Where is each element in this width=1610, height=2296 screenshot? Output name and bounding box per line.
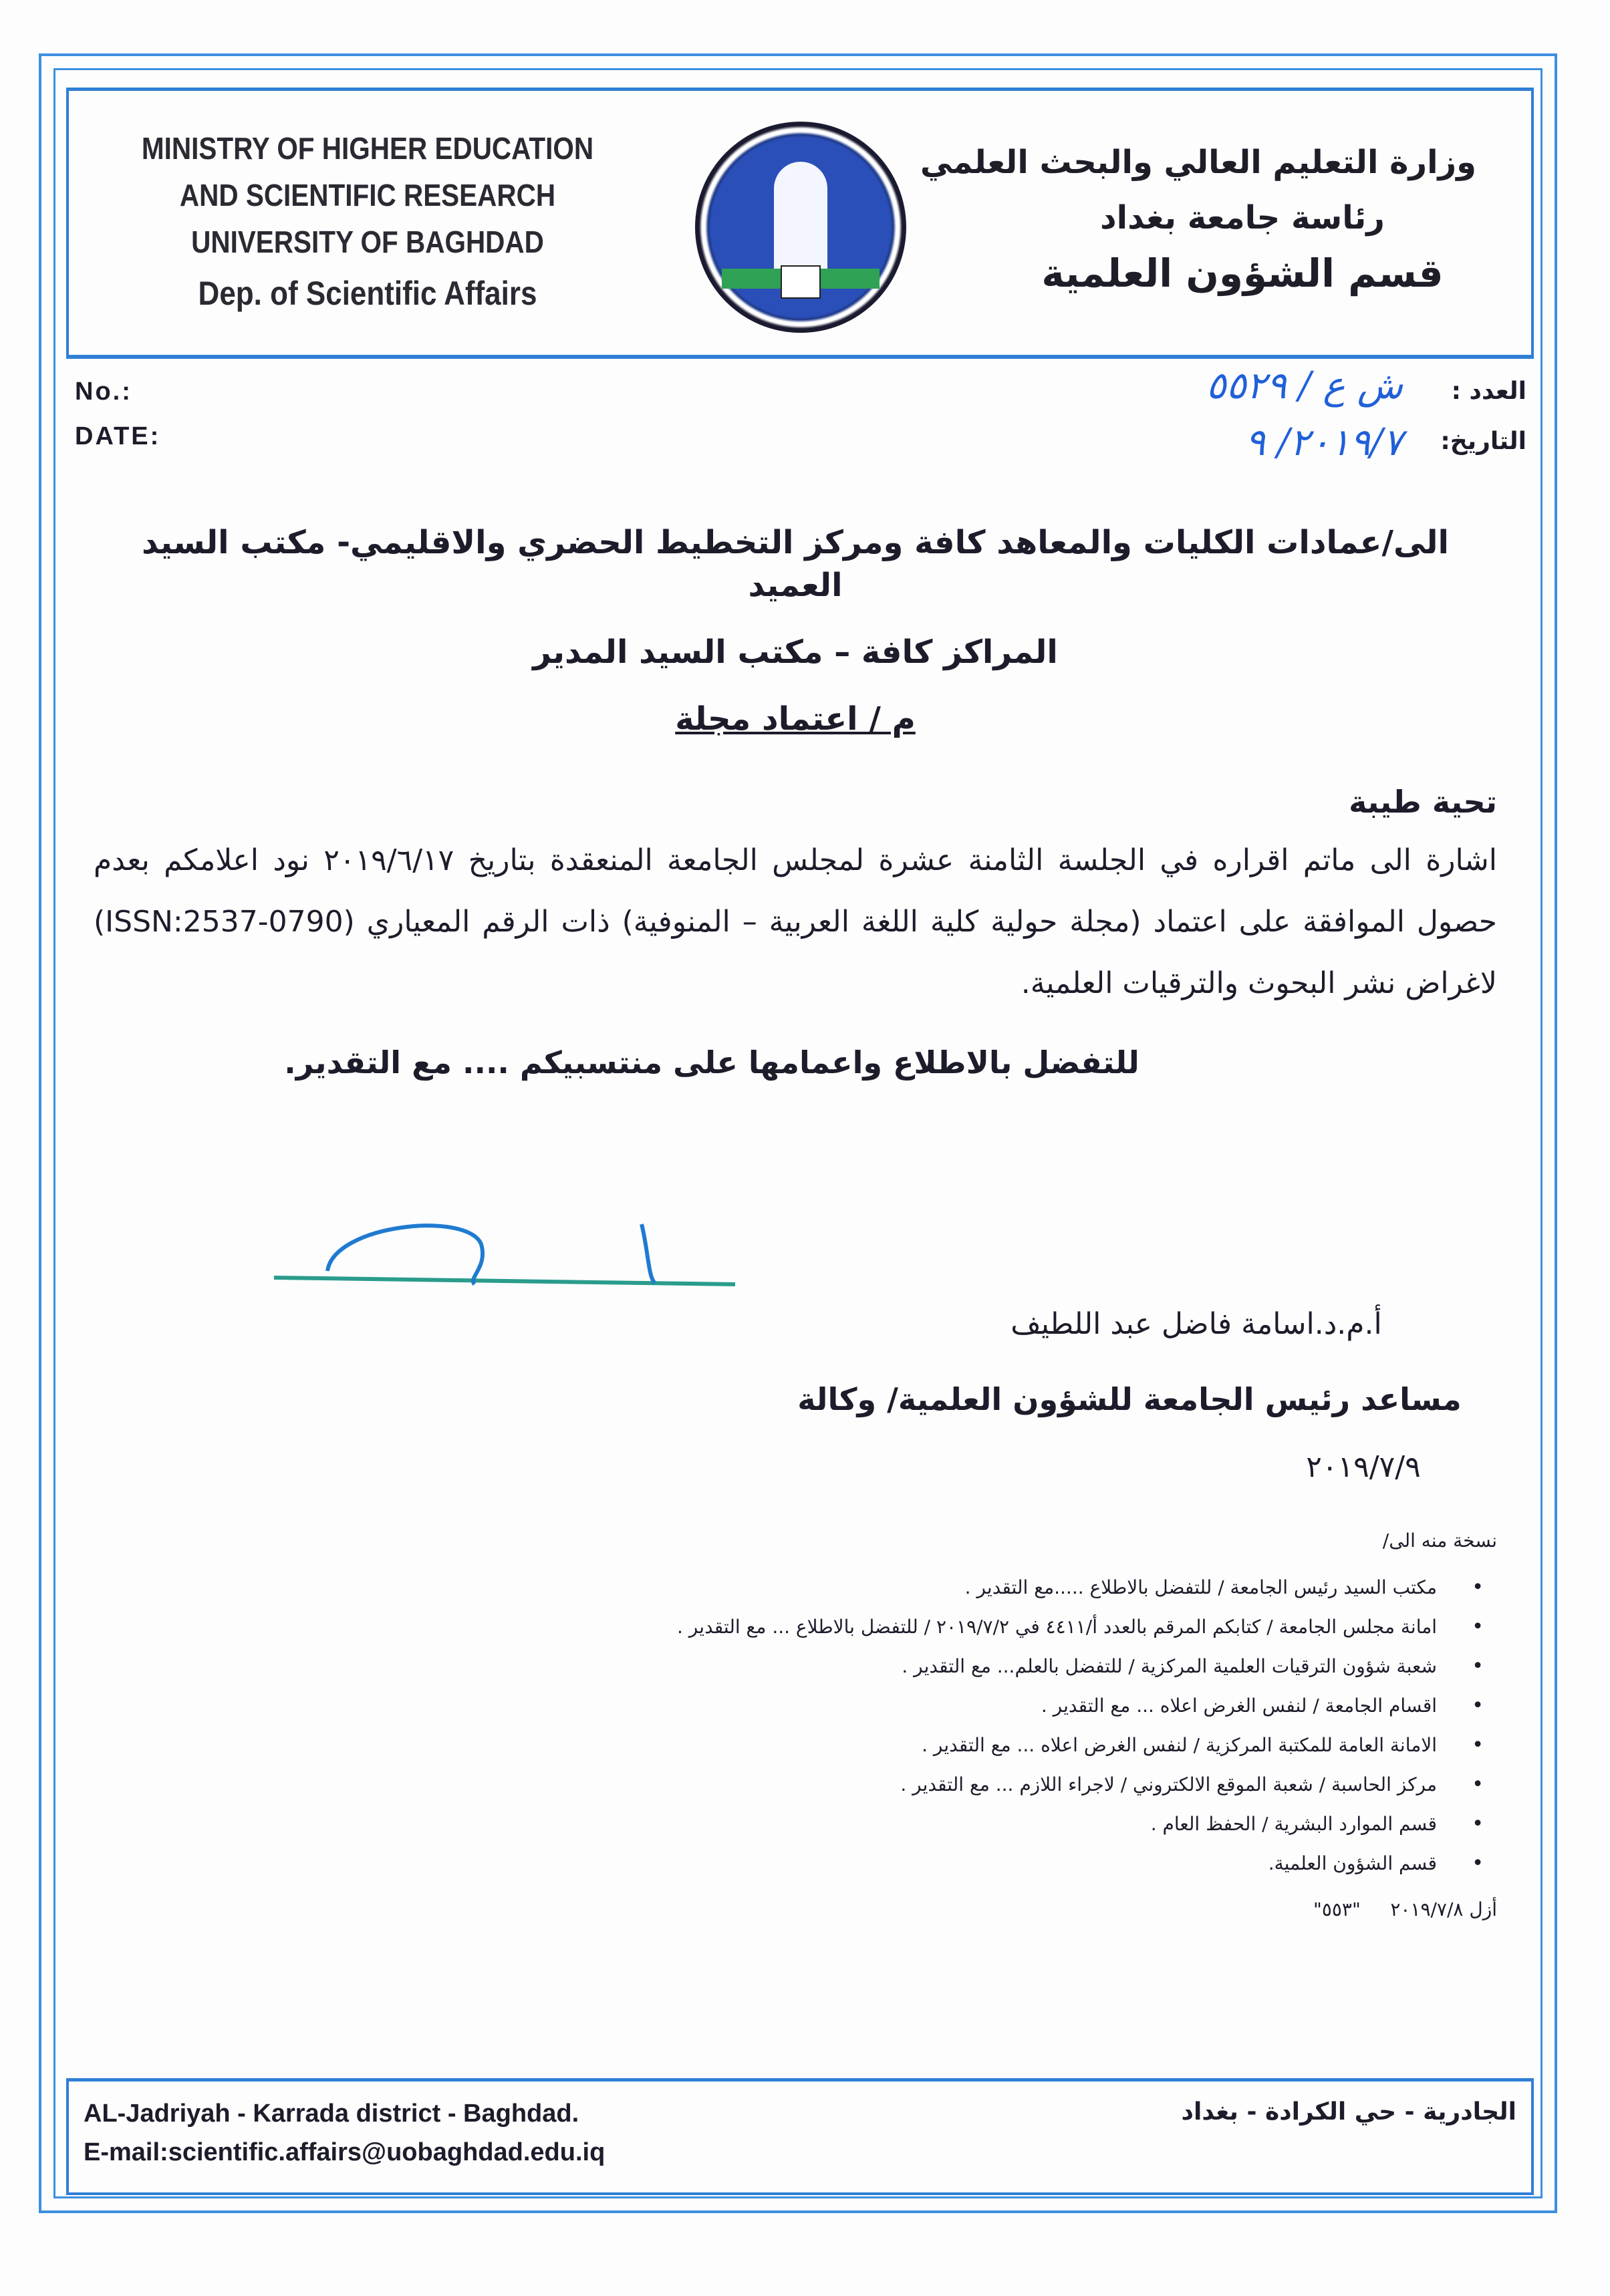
list-item: • قسم الشؤون العلمية. bbox=[94, 1844, 1437, 1883]
reference-number: ش ع / ٥٥٢٩ bbox=[1206, 364, 1403, 408]
list-item: • قسم الموارد البشرية / الحفظ العام . bbox=[94, 1804, 1437, 1844]
department-en: Dep. of Scientific Affairs bbox=[198, 275, 537, 312]
university-ar: رئاسة جامعة بغداد bbox=[1100, 199, 1385, 237]
greeting: تحية طيبة bbox=[1349, 784, 1497, 820]
footer-box bbox=[66, 2078, 1534, 2195]
ministry-en-line1: MINISTRY OF HIGHER EDUCATION bbox=[141, 131, 594, 166]
list-item: • الامانة العامة للمكتبة المركزية / لنفس الغرض اعلاه ... مع التقدير . bbox=[94, 1725, 1437, 1765]
addressee-line1: الى/عمادات الكليات والمعاهد كافة ومركز التخطيط الحضري والاقليمي- مكتب السيد العميد bbox=[141, 524, 1450, 604]
footer-address-en: AL-Jadriyah - Karrada district - Baghdad. bbox=[84, 2100, 579, 2128]
letter-content bbox=[94, 521, 1497, 1923]
department-ar: قسم الشؤون العلمية bbox=[1041, 251, 1444, 296]
list-item: • امانة مجلس الجامعة / كتابكم المرقم بالعدد أ/٤٤١١ في ٢٠١٩/٧/٢ / للتفضل بالاطلاع ... مع التقدير . bbox=[94, 1607, 1437, 1646]
list-item: • اقسام الجامعة / لنفس الغرض اعلاه ... مع التقدير . bbox=[94, 1686, 1437, 1725]
signature-area bbox=[94, 1204, 1497, 1304]
subject: م / اعتماد مجلة bbox=[675, 700, 916, 738]
archive-reference: أزل ٢٠١٩/٧/٨ "٥٥٣" bbox=[1313, 1898, 1497, 1920]
logo-arch bbox=[774, 162, 827, 275]
signature-date: ٢٠١٩/٧/٩ bbox=[1306, 1450, 1421, 1484]
signature-icon bbox=[267, 1204, 749, 1298]
footer-address-ar: الجادرية - حي الكرادة - بغداد bbox=[1181, 2098, 1516, 2126]
date-label-ar: التاريخ: bbox=[1440, 428, 1526, 455]
signatory-name: أ.م.د.اسامة فاضل عبد اللطيف bbox=[1011, 1307, 1382, 1341]
no-label: No.: bbox=[75, 378, 132, 406]
ministry-ar: وزارة التعليم العالي والبحث العلمي bbox=[920, 144, 1476, 181]
footer-email[interactable]: E-mail:scientific.affairs@uobaghdad.edu.iq bbox=[84, 2138, 606, 2166]
body-paragraph: اشارة الى ماتم اقراره في الجلسة الثامنة عشرة لمجلس الجامعة المنعقدة بتاريخ ٢٠١٩/٦/١٧ نود اعلامكم بعدم حصول الموافقة على اعتماد (مجلة حولية كلية اللغة العربية – المنوفية) ذات الرقم المعياري (ISSN:2537-0790) لاغراض نشر البحوث والترقيات العلمية. bbox=[94, 843, 1497, 1000]
list-item: • مكتب السيد رئيس الجامعة / للتفضل بالاطلاع .....مع التقدير . bbox=[94, 1568, 1437, 1607]
closing: للتفضل بالاطلاع واعمامها على منتسبيكم .... مع التقدير. bbox=[284, 1044, 1139, 1081]
copies-list bbox=[94, 1568, 1497, 1883]
list-item: • مركز الحاسبة / شعبة الموقع الالكتروني / لاجراء اللازم ... مع التقدير . bbox=[94, 1765, 1437, 1804]
addressee-line2: المراكز كافة – مكتب السيد المدير bbox=[533, 633, 1058, 671]
no-label-ar: العدد : bbox=[1451, 378, 1526, 405]
copies-heading: نسخة منه الى/ bbox=[1382, 1530, 1497, 1552]
signatory-title: مساعد رئيس الجامعة للشؤون العلمية/ وكالة bbox=[797, 1381, 1462, 1417]
university-en: UNIVERSITY OF BAGHDAD bbox=[191, 225, 544, 259]
date-label: DATE: bbox=[75, 422, 161, 450]
university-logo bbox=[695, 122, 906, 333]
ministry-en-line2: AND SCIENTIFIC RESEARCH bbox=[179, 178, 556, 212]
logo-book-icon bbox=[781, 265, 821, 299]
list-item: • شعبة شؤون الترقيات العلمية المركزية / للتفضل بالعلم... مع التقدير . bbox=[94, 1646, 1437, 1686]
letter-date: ٢٠١٩/٧/ ٩ bbox=[1244, 421, 1403, 464]
